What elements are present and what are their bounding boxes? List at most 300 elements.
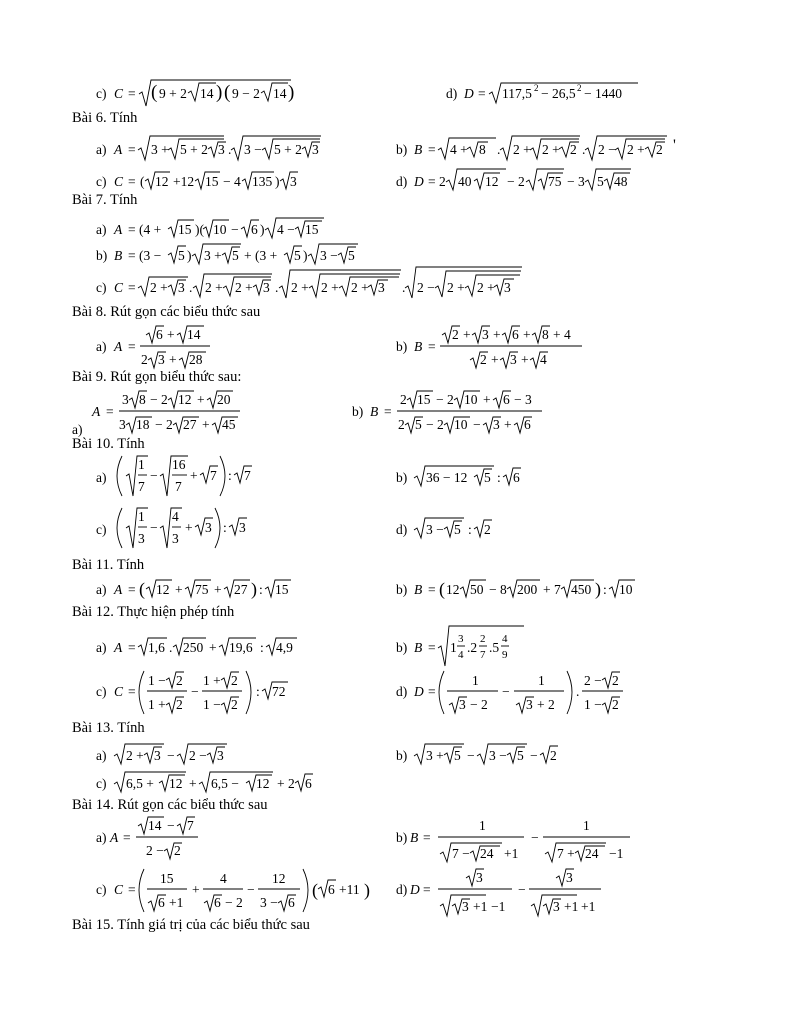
svg-text:+: + (491, 352, 499, 367)
b7a (96, 214, 336, 240)
svg-text:=: = (128, 339, 136, 354)
svg-text:a): a) (96, 222, 107, 237)
svg-text:6,5 −: 6,5 − (211, 776, 239, 791)
svg-text:B: B (414, 339, 423, 354)
svg-text:−: − (247, 882, 255, 897)
svg-text:+ 2: + 2 (537, 697, 555, 712)
svg-text:3: 3 (458, 633, 464, 645)
svg-text:− 2: − 2 (470, 697, 488, 712)
expr-b11b (396, 574, 656, 602)
svg-text:−: − (531, 830, 539, 845)
svg-text:− 2: − 2 (155, 417, 173, 432)
svg-text:b): b) (396, 748, 408, 763)
svg-text:6: 6 (305, 776, 312, 791)
svg-text:+: + (202, 417, 210, 432)
svg-text:d): d) (396, 522, 408, 537)
svg-text:+: + (504, 417, 512, 432)
b14b (396, 814, 636, 866)
svg-text:2: 2 (231, 673, 238, 688)
svg-text:4: 4 (172, 509, 179, 524)
b8a (96, 323, 236, 369)
svg-text:=: = (478, 86, 486, 101)
svg-text:A: A (114, 582, 123, 597)
svg-text:3: 3 (566, 870, 573, 885)
svg-text:40: 40 (458, 174, 472, 189)
svg-text::: : (260, 640, 264, 655)
expr-b11a (96, 574, 296, 602)
svg-text:14: 14 (148, 818, 162, 833)
svg-text:2: 2 (452, 327, 459, 342)
svg-text:2: 2 (656, 142, 663, 157)
svg-text:+1: +1 (504, 846, 519, 861)
svg-text:3: 3 (239, 520, 246, 535)
svg-text:− 3: − 3 (567, 174, 585, 189)
svg-text:135: 135 (252, 174, 273, 189)
svg-text:18: 18 (136, 417, 150, 432)
svg-text:117,5: 117,5 (502, 86, 532, 101)
svg-text:2: 2 (577, 83, 582, 93)
svg-text:(: ( (439, 579, 445, 599)
svg-text:C: C (114, 86, 124, 101)
b12b (396, 624, 546, 668)
svg-text:24: 24 (585, 846, 599, 861)
svg-text:a): a) (96, 582, 107, 597)
expr-b6a (96, 134, 336, 164)
svg-text:3: 3 (138, 531, 145, 546)
svg-text:d): d) (396, 174, 408, 189)
svg-text:− 1440: − 1440 (584, 86, 622, 101)
svg-text:(: ( (140, 174, 145, 189)
svg-text:): ) (187, 248, 192, 263)
expr-b10a (96, 452, 276, 500)
svg-text:(: ( (139, 579, 145, 599)
svg-text:24: 24 (480, 846, 494, 861)
svg-text:): ) (303, 248, 308, 263)
svg-text:15: 15 (160, 871, 174, 886)
svg-text:2: 2 (480, 352, 487, 367)
svg-text:d): d) (396, 684, 408, 699)
svg-text:D: D (410, 882, 420, 897)
svg-text:12: 12 (446, 582, 460, 597)
svg-text:3: 3 (205, 520, 212, 535)
svg-text:4,9: 4,9 (276, 640, 293, 655)
svg-text:5: 5 (454, 748, 461, 763)
svg-text:6: 6 (251, 222, 258, 237)
svg-text:2: 2 (398, 417, 405, 432)
svg-text:3: 3 (218, 142, 225, 157)
svg-text:2: 2 (612, 673, 619, 688)
svg-text:5: 5 (294, 248, 301, 263)
svg-text:a): a) (96, 640, 107, 655)
svg-text:=: = (428, 142, 436, 157)
svg-text:=: = (128, 582, 136, 597)
svg-text:1 −: 1 − (203, 697, 221, 712)
svg-text:7: 7 (244, 468, 251, 483)
svg-text:): ) (260, 222, 265, 237)
svg-text:+: + (167, 327, 175, 342)
svg-text:12: 12 (272, 871, 286, 886)
svg-text:=: = (128, 882, 136, 897)
svg-text:50: 50 (470, 582, 484, 597)
svg-text:3: 3 (290, 174, 297, 189)
svg-text:2 +: 2 + (477, 280, 495, 295)
svg-text:c): c) (96, 280, 107, 295)
svg-text:1: 1 (138, 509, 145, 524)
svg-text:2: 2 (534, 83, 539, 93)
svg-text:.: . (582, 142, 586, 157)
svg-text:2 +: 2 + (205, 280, 223, 295)
svg-text:D: D (414, 174, 424, 189)
svg-text:+: + (189, 776, 197, 791)
svg-text:3: 3 (263, 280, 270, 295)
svg-text:28: 28 (189, 352, 203, 367)
svg-text:5 + 2: 5 + 2 (274, 142, 302, 157)
svg-text:12: 12 (155, 174, 169, 189)
svg-text:3 −: 3 − (426, 522, 444, 537)
svg-text:2: 2 (612, 697, 619, 712)
svg-text:2 +: 2 + (351, 280, 369, 295)
b8b (396, 323, 596, 369)
svg-text:+ 7: + 7 (543, 582, 561, 597)
svg-text:c): c) (96, 684, 107, 699)
svg-text:6: 6 (512, 327, 519, 342)
svg-text:72: 72 (272, 684, 286, 699)
svg-text:=: = (428, 339, 436, 354)
svg-text:=: = (428, 684, 436, 699)
svg-text:3: 3 (553, 899, 560, 914)
svg-text:5: 5 (348, 248, 355, 263)
svg-text:)(: )( (195, 222, 204, 237)
svg-text:2 −: 2 − (584, 673, 602, 688)
expr-b8b (396, 323, 596, 369)
svg-text:−: − (502, 684, 510, 699)
svg-text:4 +: 4 + (450, 142, 468, 157)
expr-b10b (396, 462, 546, 490)
svg-text:b): b) (396, 339, 408, 354)
svg-text:2 −: 2 − (417, 280, 435, 295)
svg-text:D: D (464, 86, 474, 101)
b10c (96, 504, 276, 552)
expr-b12d (396, 668, 626, 718)
svg-text:b): b) (96, 248, 108, 263)
svg-text:1 +: 1 + (203, 673, 221, 688)
svg-text:3 −: 3 − (260, 895, 278, 910)
svg-text:3: 3 (510, 352, 517, 367)
svg-text:12: 12 (169, 776, 183, 791)
svg-text:3: 3 (312, 142, 319, 157)
expr-b6b (396, 134, 686, 164)
expr-b12b (396, 624, 546, 668)
svg-text:15: 15 (205, 174, 219, 189)
b10a (96, 452, 276, 500)
svg-text:12: 12 (485, 174, 499, 189)
svg-text:2 +: 2 + (150, 280, 168, 295)
svg-text:2: 2 (484, 522, 491, 537)
svg-text:b): b) (396, 582, 408, 597)
svg-text:a): a) (96, 470, 107, 485)
svg-text:48: 48 (614, 174, 628, 189)
svg-text:A: A (114, 222, 123, 237)
svg-text:5: 5 (597, 174, 604, 189)
expr-b10c (96, 504, 276, 552)
svg-text:c): c) (96, 174, 107, 189)
svg-text:7: 7 (187, 818, 194, 833)
svg-text:− 2: − 2 (225, 895, 243, 910)
svg-text:4: 4 (502, 633, 508, 645)
svg-text:2 +: 2 + (513, 142, 531, 157)
svg-text:C: C (114, 280, 124, 295)
svg-text:A: A (114, 640, 123, 655)
svg-text:5: 5 (484, 470, 491, 485)
svg-text:+: + (463, 327, 471, 342)
svg-text:2: 2 (550, 748, 557, 763)
b6c (96, 166, 316, 192)
svg-text:=: = (428, 640, 436, 655)
svg-text:+11: +11 (339, 882, 360, 897)
svg-text:): ) (216, 82, 223, 103)
svg-text:c): c) (96, 522, 107, 537)
svg-text::: : (223, 520, 227, 535)
svg-text:+: + (185, 520, 193, 535)
svg-text:75: 75 (548, 174, 562, 189)
svg-text:(: ( (151, 82, 158, 103)
expr-b10d (396, 514, 526, 542)
svg-text:.: . (228, 142, 232, 157)
svg-text:5: 5 (454, 522, 461, 537)
svg-text:8: 8 (542, 327, 549, 342)
svg-text:b): b) (396, 142, 408, 157)
svg-text:1: 1 (479, 818, 486, 833)
svg-text:2 +: 2 + (126, 748, 144, 763)
expr-b7c (96, 266, 536, 302)
svg-text:2: 2 (570, 142, 577, 157)
expr-b5c (96, 78, 296, 108)
svg-text:75: 75 (195, 582, 209, 597)
svg-text:− 8: − 8 (489, 582, 507, 597)
svg-text:16: 16 (172, 457, 186, 472)
header-b9: Bài 9. Rút gọn biểu thức sau: (72, 369, 242, 385)
svg-text:3: 3 (119, 417, 126, 432)
svg-text:5: 5 (178, 248, 185, 263)
b5c (96, 78, 296, 108)
svg-text:.5: .5 (489, 640, 500, 655)
svg-text:14: 14 (200, 86, 214, 101)
svg-text:6: 6 (503, 392, 510, 407)
svg-text:B: B (114, 248, 123, 263)
svg-text:a): a) (72, 422, 83, 437)
svg-text:B: B (370, 404, 379, 419)
svg-text:B: B (414, 582, 423, 597)
svg-text:27: 27 (183, 417, 197, 432)
b6d (396, 166, 646, 192)
svg-text:3: 3 (178, 280, 185, 295)
svg-text:4: 4 (458, 649, 464, 661)
svg-text::: : (468, 522, 472, 537)
svg-text:): ) (288, 82, 295, 103)
svg-text:(: ( (312, 880, 318, 900)
svg-text:1,6: 1,6 (148, 640, 165, 655)
b13c (96, 768, 326, 796)
svg-text:1: 1 (450, 640, 457, 655)
expr-b5d (446, 78, 646, 106)
svg-text:+1: +1 (564, 899, 579, 914)
svg-text:+: + (192, 882, 200, 897)
svg-text:+1: +1 (581, 899, 596, 914)
header-b8: Bài 8. Rút gọn các biểu thức sau (72, 304, 261, 320)
svg-text:= (4 +: = (4 + (128, 222, 162, 237)
svg-text:=: = (128, 174, 136, 189)
svg-text:15: 15 (178, 222, 192, 237)
svg-text:+: + (483, 392, 491, 407)
expr-b7a (96, 214, 336, 240)
svg-text:2: 2 (176, 697, 183, 712)
svg-text:200: 200 (517, 582, 538, 597)
header-b15: Bài 15. Tính giá trị của các biểu thức sau (72, 917, 310, 933)
svg-text:=: = (128, 280, 136, 295)
b13a (96, 740, 246, 768)
svg-text:+: + (523, 327, 531, 342)
svg-text:7 −: 7 − (452, 846, 470, 861)
svg-text:+: + (169, 352, 177, 367)
header-b14: Bài 14. Rút gọn các biểu thức sau (72, 797, 268, 813)
svg-text:2 +: 2 + (627, 142, 645, 157)
svg-text:2 −: 2 − (598, 142, 616, 157)
svg-text:3 +: 3 + (151, 142, 169, 157)
svg-text:=: = (428, 582, 436, 597)
svg-text:): ) (251, 579, 257, 599)
expr-b8a (96, 323, 236, 369)
b9a (72, 388, 252, 436)
svg-text:2: 2 (400, 392, 407, 407)
svg-text::: : (259, 582, 263, 597)
expr-b13c (96, 768, 326, 796)
svg-text:2 −: 2 − (146, 843, 164, 858)
svg-text:2 +: 2 + (291, 280, 309, 295)
b12d (396, 668, 626, 718)
svg-text:.: . (169, 640, 173, 655)
svg-text:−: − (150, 520, 158, 535)
svg-text:+ 2: + 2 (277, 776, 295, 791)
svg-text:.: . (576, 684, 580, 699)
svg-text:250: 250 (183, 640, 204, 655)
b11b (396, 574, 656, 602)
svg-text:2: 2 (176, 673, 183, 688)
b13b (396, 740, 586, 768)
expr-b14c (96, 866, 386, 916)
svg-text:4 −: 4 − (277, 222, 295, 237)
svg-text:20: 20 (217, 392, 231, 407)
svg-text:6: 6 (288, 895, 295, 910)
svg-text:6,5 +: 6,5 + (126, 776, 154, 791)
svg-text:8: 8 (479, 142, 486, 157)
svg-text:7: 7 (175, 479, 182, 494)
svg-text:10: 10 (619, 582, 633, 597)
svg-text:+: + (197, 392, 205, 407)
header-b6: Bài 6. Tính (72, 110, 138, 126)
header-b10: Bài 10. Tính (72, 436, 145, 452)
svg-text:1: 1 (138, 457, 145, 472)
svg-text:14: 14 (187, 327, 201, 342)
svg-text:−: − (473, 417, 481, 432)
svg-text:−1: −1 (609, 846, 624, 861)
expr-b6d (396, 166, 646, 192)
svg-text:=: = (106, 404, 114, 419)
svg-text:2: 2 (141, 352, 148, 367)
svg-text:b): b) (396, 830, 408, 845)
svg-text:=: = (128, 86, 136, 101)
svg-text:B: B (410, 830, 419, 845)
svg-text:9: 9 (502, 649, 508, 661)
svg-text:3 +: 3 + (426, 748, 444, 763)
b5d (446, 78, 646, 106)
svg-text:2 +: 2 + (447, 280, 465, 295)
svg-text:−: − (518, 882, 526, 897)
b14c (96, 866, 386, 916)
svg-text:+ (3 +: + (3 + (244, 248, 278, 263)
svg-text:− 2: − 2 (426, 417, 444, 432)
svg-text:2 +: 2 + (321, 280, 339, 295)
svg-text:a): a) (96, 830, 107, 845)
svg-text:−: − (167, 818, 175, 833)
b12a (96, 632, 316, 660)
svg-text:+: + (214, 582, 222, 597)
svg-text:1: 1 (538, 673, 545, 688)
svg-text:d): d) (446, 86, 458, 101)
svg-text:A: A (114, 142, 123, 157)
svg-text:7: 7 (480, 649, 486, 661)
svg-text:=: = (423, 830, 431, 845)
b10b (396, 462, 546, 490)
svg-text:3: 3 (526, 697, 533, 712)
svg-text::: : (497, 470, 501, 485)
svg-text:5 + 2: 5 + 2 (180, 142, 208, 157)
svg-text:9 + 2: 9 + 2 (159, 86, 187, 101)
svg-text:d): d) (396, 882, 408, 897)
b6a (96, 134, 336, 164)
expr-b7b (96, 240, 376, 266)
svg-text:4: 4 (220, 871, 227, 886)
svg-text:450: 450 (571, 582, 592, 597)
svg-text:3: 3 (476, 870, 483, 885)
b9b (352, 388, 552, 436)
svg-text:a): a) (96, 339, 107, 354)
svg-text:1: 1 (583, 818, 590, 833)
svg-text:3 −: 3 − (244, 142, 262, 157)
svg-text:C: C (114, 684, 124, 699)
svg-text:3 −: 3 − (489, 748, 507, 763)
svg-text:4: 4 (540, 352, 547, 367)
svg-text:−: − (530, 748, 538, 763)
svg-text:1 −: 1 − (584, 697, 602, 712)
svg-text:6: 6 (156, 327, 163, 342)
expr-b12c (96, 668, 306, 718)
svg-text:− 4: − 4 (223, 174, 241, 189)
svg-text:8: 8 (139, 392, 146, 407)
svg-text:=: = (128, 142, 136, 157)
svg-text:D: D (414, 684, 424, 699)
svg-text:c): c) (96, 86, 107, 101)
svg-text:10: 10 (213, 222, 227, 237)
svg-text:(: ( (224, 82, 231, 103)
svg-text:1 −: 1 − (148, 673, 166, 688)
svg-text:3 +: 3 + (204, 248, 222, 263)
svg-text:C: C (114, 174, 124, 189)
svg-text:27: 27 (234, 582, 248, 597)
header-b12: Bài 12. Thực hiện phép tính (72, 604, 235, 620)
svg-text:−: − (167, 748, 175, 763)
svg-text:10: 10 (464, 392, 478, 407)
svg-text:': ' (673, 137, 676, 154)
